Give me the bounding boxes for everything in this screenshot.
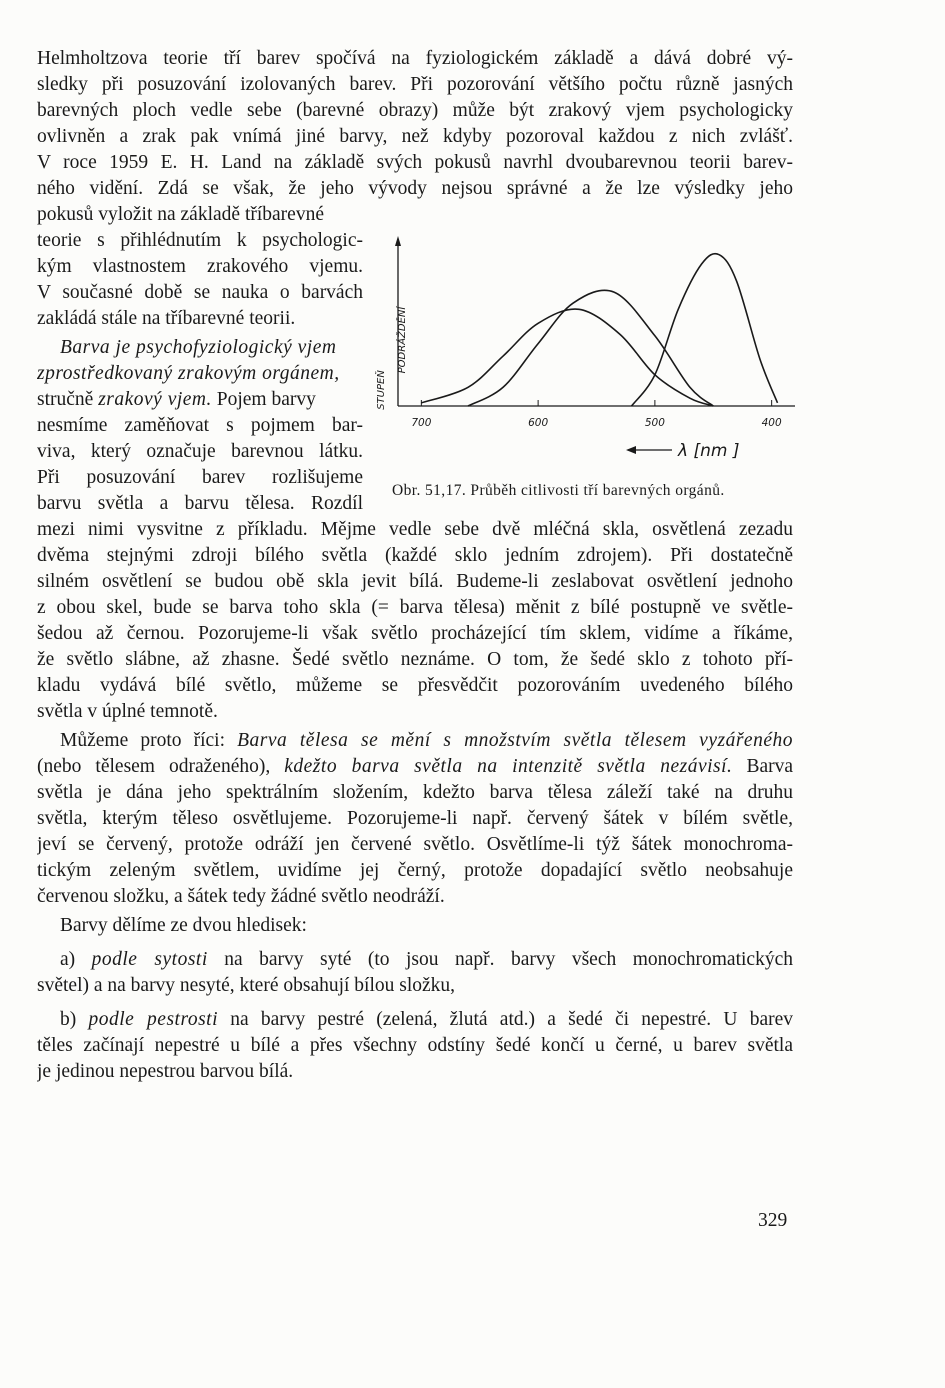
italic-statement: kdežto barva světla na intenzitě světla nezávisí. (284, 756, 733, 777)
text-line: sledky při posuzování izolovaných barev. Při pozorování většího počtu různě jasných (37, 74, 793, 95)
text-line: světla, kterým těleso osvětlujeme. Pozorujeme-li např. červený šátek v bílém světle, (37, 808, 793, 829)
chart-ticks (411, 400, 782, 429)
text-line: zakládá stále na tříbarevné teorii. (37, 308, 296, 329)
y-axis-label-1: STUPEŇ (376, 370, 387, 410)
sensitivity-chart (370, 230, 810, 470)
list-item-a: a) podle sytosti na barvy syté (to jsou např. barvy všech monochromatických (60, 949, 793, 970)
chart-curves (421, 254, 777, 406)
sensitivity-curve-curve-2 (468, 290, 713, 406)
text-line: (nebo tělesem odraženého), kdežto barva světla na intenzitě světla nezávisí. Barva (37, 756, 793, 777)
text-line: dvěma stejnými zdroji bílého světla (každé sklo jedním zdrojem). Při dostatečně (37, 545, 793, 566)
text-line: kým vlastnostem zrakového vjemu. (37, 256, 363, 277)
figure-caption: Obr. 51,17. Průběh citlivosti tří barevných orgánů. (392, 482, 725, 499)
text-line (37, 361, 363, 387)
text-line (60, 335, 363, 361)
italic-term: zrakový vjem. (98, 389, 212, 410)
text-line: Můžeme proto říci: Barva tělesa se mění s množstvím světla tělesem vyzářeného (60, 730, 793, 751)
text-line: barevných ploch vedle sebe (barevné obrazy) může být zrakový vjem psychologicky (37, 100, 793, 121)
sensitivity-curve-curve-3 (632, 254, 778, 406)
text-line: Při posuzování barev rozlišujeme (37, 467, 363, 488)
text-line: mezi nimi vysvitne z příkladu. Mějme vedle sebe dvě mléčná skla, osvětlená zezadu (37, 519, 793, 540)
text-line: Barvy dělíme ze dvou hledisek: (60, 915, 307, 936)
x-tick-label: 400 (761, 417, 782, 429)
text-line: V roce 1959 E. H. Land na základě svých pokusů navrhl dvoubarevnou teorii barev- (37, 152, 793, 173)
text-line: viva, který označuje barevnou látku. (37, 441, 363, 462)
text-line: silném osvětlení se budou obě skla jevit bílá. Budeme-li zeslabovat osvětlení jednoho (37, 571, 793, 592)
text-line: Helmholtzova teorie tří barev spočívá na fyziologickém základě a dává dobré vý- (37, 48, 793, 69)
text-line: V současné době se nauka o barvách (37, 282, 363, 303)
text-line: jeví se červený, protože odráží jen červené světlo. Osvětlíme-li týž šátek monochroma- (37, 834, 793, 855)
text-line: barvu světla a barvu tělesa. Rozdíl (37, 493, 363, 514)
text-line: je jedinou nepestrou barvou bílá. (37, 1061, 294, 1082)
italic-term: podle pestrosti (88, 1009, 218, 1030)
text-line: tickým zeleným světlem, uvidíme jej černý, protože dopadající světlo neobsahuje (37, 860, 793, 881)
y-axis-label-2: PODRÁŽDĚNÍ (397, 306, 408, 374)
text-line: teorie s přihlédnutím k psychologic- (37, 230, 363, 251)
text-line: světla v úplné temnotě. (37, 701, 218, 722)
text-line: kladu vydává bílé světlo, můžeme se přesvědčit pozorováním uvedeného bílého (37, 675, 793, 696)
text-line: ného vidění. Zdá se však, že jeho vývody nejsou správné a že lze výsledky jeho (37, 178, 793, 199)
y-axis-arrow (395, 236, 401, 246)
x-tick-label: 700 (411, 417, 432, 429)
text-line: pokusů vyložit na základě tříbarevné (37, 204, 324, 225)
italic-term: podle sytosti (91, 949, 208, 970)
italic-definition: zprostředkovaný zrakovým orgánem, (37, 363, 340, 384)
x-tick-label: 500 (644, 417, 665, 429)
text-line: červenou složku, a šátek tedy žádné světlo neodráží. (37, 886, 445, 907)
text-line: světla je dána jeho spektrálním složením, kdežto barva tělesa záleží také na druhu (37, 782, 793, 803)
italic-statement: Barva tělesa se mění s množstvím světla tělesem vyzářeného (237, 730, 793, 751)
chart-axes (395, 236, 795, 406)
text-line: z obou skel, bude se barva toho skla (= barva tělesa) měnit z bílé postupně ve světle- (37, 597, 793, 618)
text-line: šedou až černou. Pozorujeme-li však světlo procházející tím sklem, vidíme a říkáme, (37, 623, 793, 644)
page-number: 329 (758, 1210, 788, 1231)
text-line: stručně zrakový vjem. Pojem barvy (37, 389, 316, 410)
wavelength-arrow-head (626, 446, 636, 454)
italic-definition: Barva je psychofyziologický vjem (60, 337, 337, 358)
text-line: že světlo slábne, až zhasne. Šedé světlo neznáme. O tom, že šedé sklo z tohoto pří- (37, 649, 793, 670)
text-line: nesmíme zaměňovat s pojmem bar- (37, 415, 363, 436)
x-tick-label: 600 (528, 417, 549, 429)
text-line: světel) a na barvy nesyté, které obsahují bílou složku, (37, 975, 456, 996)
text-line: ovlivněn a zrak pak vnímá jiné barvy, než kdyby pozoroval každou z nich zvlášť. (37, 126, 793, 147)
list-item-b: b) podle pestrosti na barvy pestré (zelená, žlutá atd.) a šedé či nepestré. U barev (60, 1009, 793, 1030)
x-axis-label: λ [nm ] (678, 441, 740, 461)
text-line: těles začínají nepestré u bílé a přes všechny odstíny šedé končí u černé, u barev světla (37, 1035, 793, 1056)
